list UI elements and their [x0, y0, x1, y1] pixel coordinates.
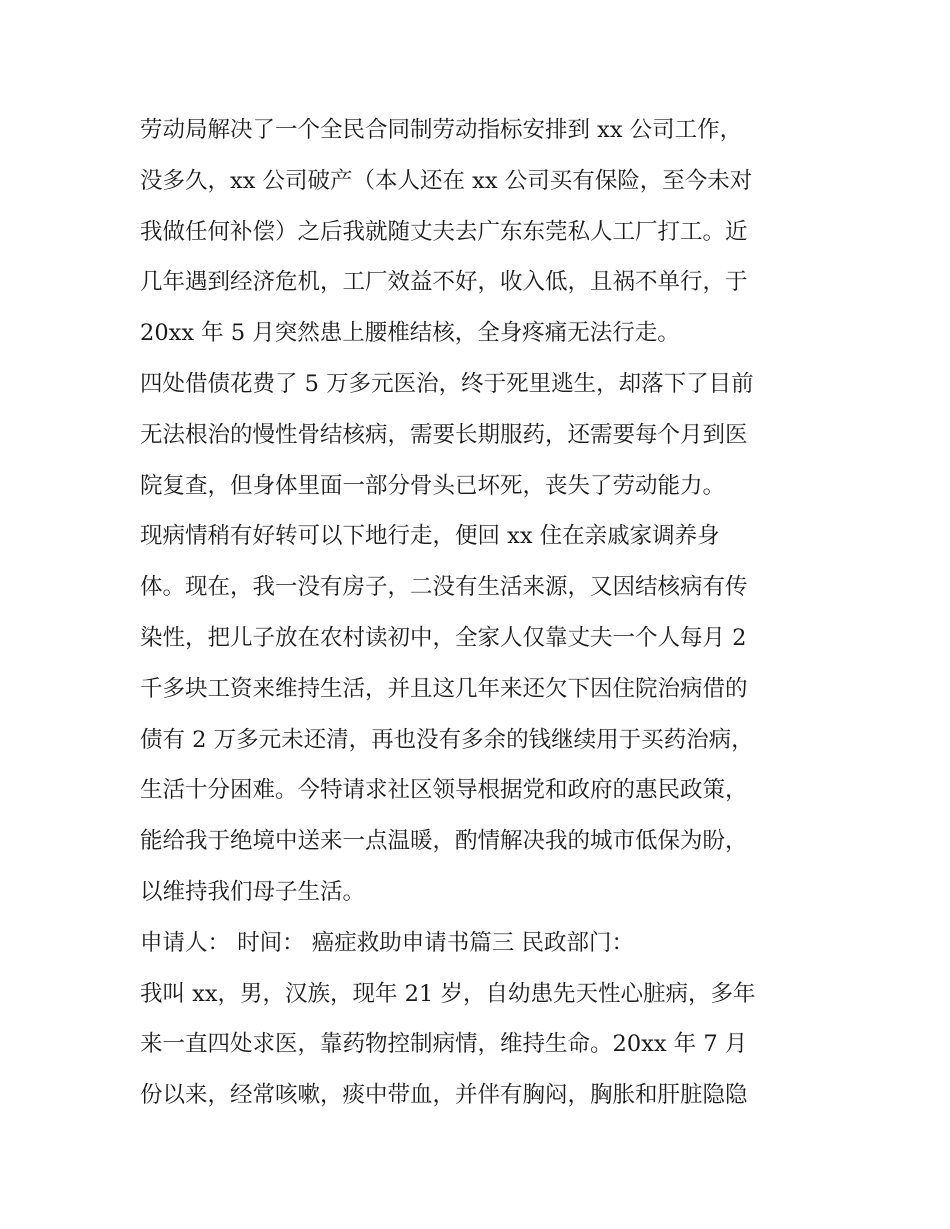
text-line: 院复查，但身体里面一部分骨头已坏死，丧失了劳动能力。 [140, 472, 726, 499]
text-line: 以维持我们母子生活。 [140, 878, 366, 905]
text-line: 申请人： 时间： 癌症救助申请书篇三 民政部门： [140, 929, 634, 956]
text-line: 能给我于绝境中送来一点温暖，酌情解决我的城市低保为盼， [140, 828, 748, 855]
text-line: 份以来，经常咳嗽，痰中带血，并伴有胸闷，胸胀和肝脏隐隐 [140, 1082, 748, 1109]
text-line: 无法根治的慢性骨结核病，需要长期服药，还需要每个月到医 [140, 421, 748, 448]
text-line: 体。现在，我一没有房子，二没有生活来源，又因结核病有传 [140, 574, 748, 601]
text-line: 现病情稍有好转可以下地行走，便回 xx 住在亲戚家调养身 [140, 523, 720, 550]
text-line: 来一直四处求医，靠药物控制病情，维持生命。20xx 年 7 月 [140, 1031, 748, 1058]
text-line: 千多块工资来维持生活，并且这几年来还欠下因住院治病借的 [140, 675, 748, 702]
text-line: 劳动局解决了一个全民合同制劳动指标安排到 xx 公司工作， [140, 117, 743, 143]
text-line: 债有 2 万多元未还清，再也没有多余的钱继续用于买药治病， [140, 726, 754, 753]
body-text [140, 105, 820, 1121]
text-line: 生活十分困难。今特请求社区领导根据党和政府的惠民政策， [140, 777, 748, 804]
text-line: 没多久，xx 公司破产（本人还在 xx 公司买有保险，至今未对 [140, 167, 753, 194]
text-line: 四处借债花费了 5 万多元医治，终于死里逃生，却落下了目前 [140, 370, 754, 397]
text-line: 几年遇到经济危机，工厂效益不好，收入低，且祸不单行，于 [140, 269, 748, 296]
text-line: 我叫 xx，男，汉族，现年 21 岁，自幼患先天性心脏病，多年 [140, 980, 756, 1007]
text-line: 20xx 年 5 月突然患上腰椎结核，全身疼痛无法行走。 [140, 320, 680, 347]
text-line: 我做任何补偿）之后我就随丈夫去广东东莞私人工厂打工。近 [140, 218, 748, 245]
text-line: 染性，把儿子放在农村读初中，全家人仅靠丈夫一个人每月 2 [140, 624, 747, 651]
